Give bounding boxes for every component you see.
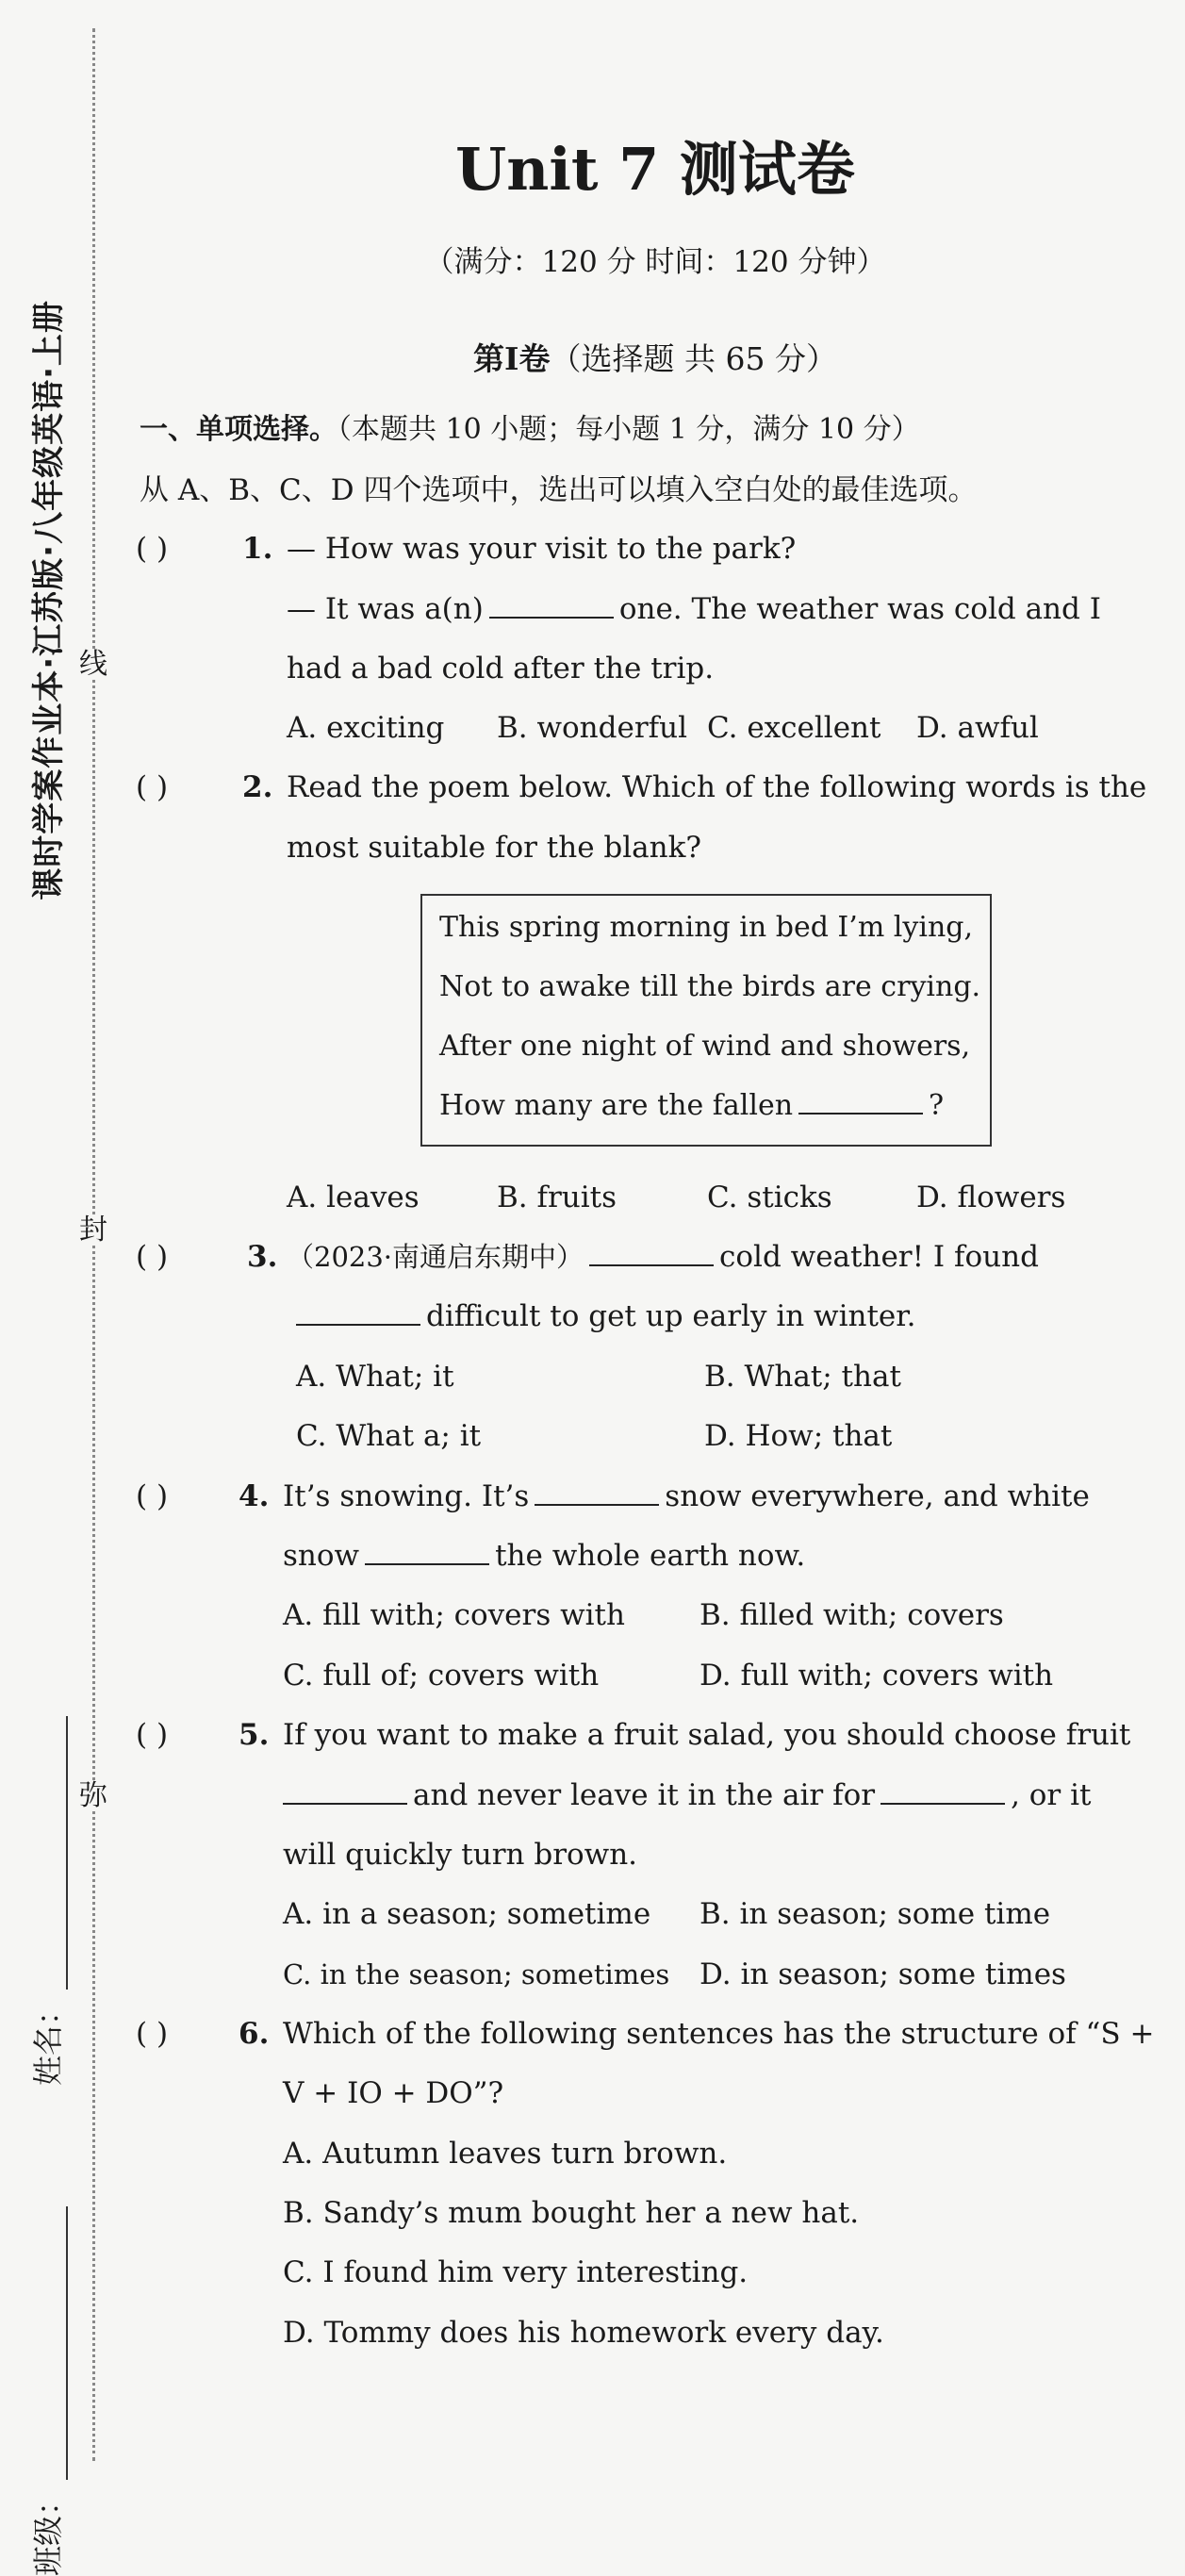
poem-line: How many are the fallen ? (439, 1089, 945, 1122)
answer-blank (881, 1778, 1005, 1805)
answer-blank (535, 1479, 659, 1506)
section-heading (141, 335, 1169, 379)
question-text: Which of the following sentences has the structure of “S + (283, 2017, 1155, 2051)
answer-paren[interactable]: ( ) (136, 532, 169, 566)
option-a: A. Autumn leaves turn brown. (283, 2137, 728, 2171)
class-label: 班级： (30, 2485, 66, 2576)
poem-line: Not to awake till the birds are crying. (439, 970, 981, 1003)
option-d: D. How; that (704, 1419, 893, 1453)
poem-box (420, 894, 992, 1147)
binding-mark-feng: 封 (79, 1214, 107, 1247)
section-detail: （选择题 共 65 分） (550, 340, 837, 377)
option-b: B. filled with; covers (699, 1598, 1004, 1632)
option-c: C. in the season; sometimes (283, 1958, 670, 1990)
question-text: If you want to make a fruit salad, you should choose fruit (283, 1718, 1131, 1752)
option-b: B. What; that (704, 1360, 901, 1394)
option-a: A. What; it (296, 1360, 454, 1394)
page-title: Unit 7 测试卷 (455, 135, 855, 204)
question-number: 3. (247, 1240, 278, 1274)
binding-mark-xian: 线 (79, 648, 107, 681)
answer-paren[interactable]: ( ) (136, 1240, 169, 1274)
name-label: 姓名： (30, 1995, 66, 2087)
question-text: — How was your visit to the park? (287, 532, 797, 566)
part-heading (140, 405, 920, 447)
binding-mark-mi: 弥 (79, 1779, 107, 1812)
name-field (25, 1716, 68, 2086)
option-b: B. wonderful (497, 711, 688, 745)
question-number: 1. (242, 532, 273, 566)
answer-paren[interactable]: ( ) (136, 770, 169, 804)
question-number: 5. (239, 1718, 270, 1752)
part-heading-detail: （本题共 10 小题；每小题 1 分，满分 10 分） (337, 413, 920, 446)
answer-blank (589, 1240, 714, 1266)
option-a: A. exciting (287, 711, 445, 745)
class-blank (38, 2206, 68, 2480)
answer-blank (296, 1299, 420, 1326)
name-blank (38, 1716, 68, 1990)
question-text: Read the poem below. Which of the following words is the (287, 770, 1147, 804)
option-b: B. in season; some time (699, 1897, 1051, 1931)
question-text: most suitable for the blank? (287, 831, 702, 865)
poem-line: After one night of wind and showers, (439, 1030, 971, 1063)
class-field (25, 2206, 68, 2576)
question-text: It’s snowing. It’s snow everywhere, and white (283, 1479, 1090, 1513)
section-name: 第Ⅰ卷 (473, 340, 551, 377)
answer-blank (365, 1539, 489, 1565)
instructions: 从 A、B、C、D 四个选项中，选出可以填入空白处的最佳选项。 (140, 473, 978, 507)
option-a: A. fill with; covers with (283, 1598, 625, 1632)
option-d: D. flowers (916, 1181, 1066, 1214)
question-number: 2. (242, 770, 273, 804)
answer-blank (489, 592, 614, 619)
option-d: D. full with; covers with (699, 1659, 1054, 1693)
question-number: 6. (239, 2017, 270, 2051)
option-d: D. in season; some times (699, 1957, 1066, 1991)
book-title-vertical: 课时学案作业本·江苏版·八年级英语·上册 (30, 300, 68, 900)
question-text: — It was a(n) one. The weather was cold and I (287, 592, 1101, 626)
option-a: A. leaves (287, 1181, 420, 1214)
option-c: C. full of; covers with (283, 1659, 600, 1693)
question-text: snow the whole earth now. (283, 1539, 806, 1573)
question-text: （2023·南通启东期中） cold weather! I found (287, 1240, 1039, 1274)
answer-blank (798, 1088, 923, 1115)
option-d: D. awful (916, 711, 1039, 745)
option-b: B. Sandy’s mum bought her a new hat. (283, 2196, 860, 2230)
question-text: and never leave it in the air for , or it (283, 1776, 1091, 1814)
page-subtitle: （满分：120 分 时间：120 分钟） (424, 245, 886, 279)
option-c: C. sticks (707, 1181, 832, 1214)
option-c: C. I found him very interesting. (283, 2255, 749, 2289)
question-number: 4. (239, 1479, 270, 1513)
option-b: B. fruits (497, 1181, 617, 1214)
option-c: C. What a; it (296, 1419, 482, 1453)
question-text: difficult to get up early in winter. (296, 1297, 916, 1335)
question-text: V + IO + DO”? (283, 2076, 504, 2110)
question-text: will quickly turn brown. (283, 1838, 638, 1872)
answer-paren[interactable]: ( ) (136, 1479, 169, 1513)
answer-blank (283, 1778, 407, 1805)
part-heading-bold: 一、单项选择。 (140, 413, 337, 446)
poem-line: This spring morning in bed I’m lying, (439, 911, 974, 944)
option-a: A. in a season; sometime (283, 1897, 651, 1931)
question-text: had a bad cold after the trip. (287, 652, 715, 685)
option-c: C. excellent (707, 711, 881, 745)
answer-paren[interactable]: ( ) (136, 1718, 169, 1752)
answer-paren[interactable]: ( ) (136, 2017, 169, 2051)
option-d: D. Tommy does his homework every day. (283, 2316, 884, 2350)
